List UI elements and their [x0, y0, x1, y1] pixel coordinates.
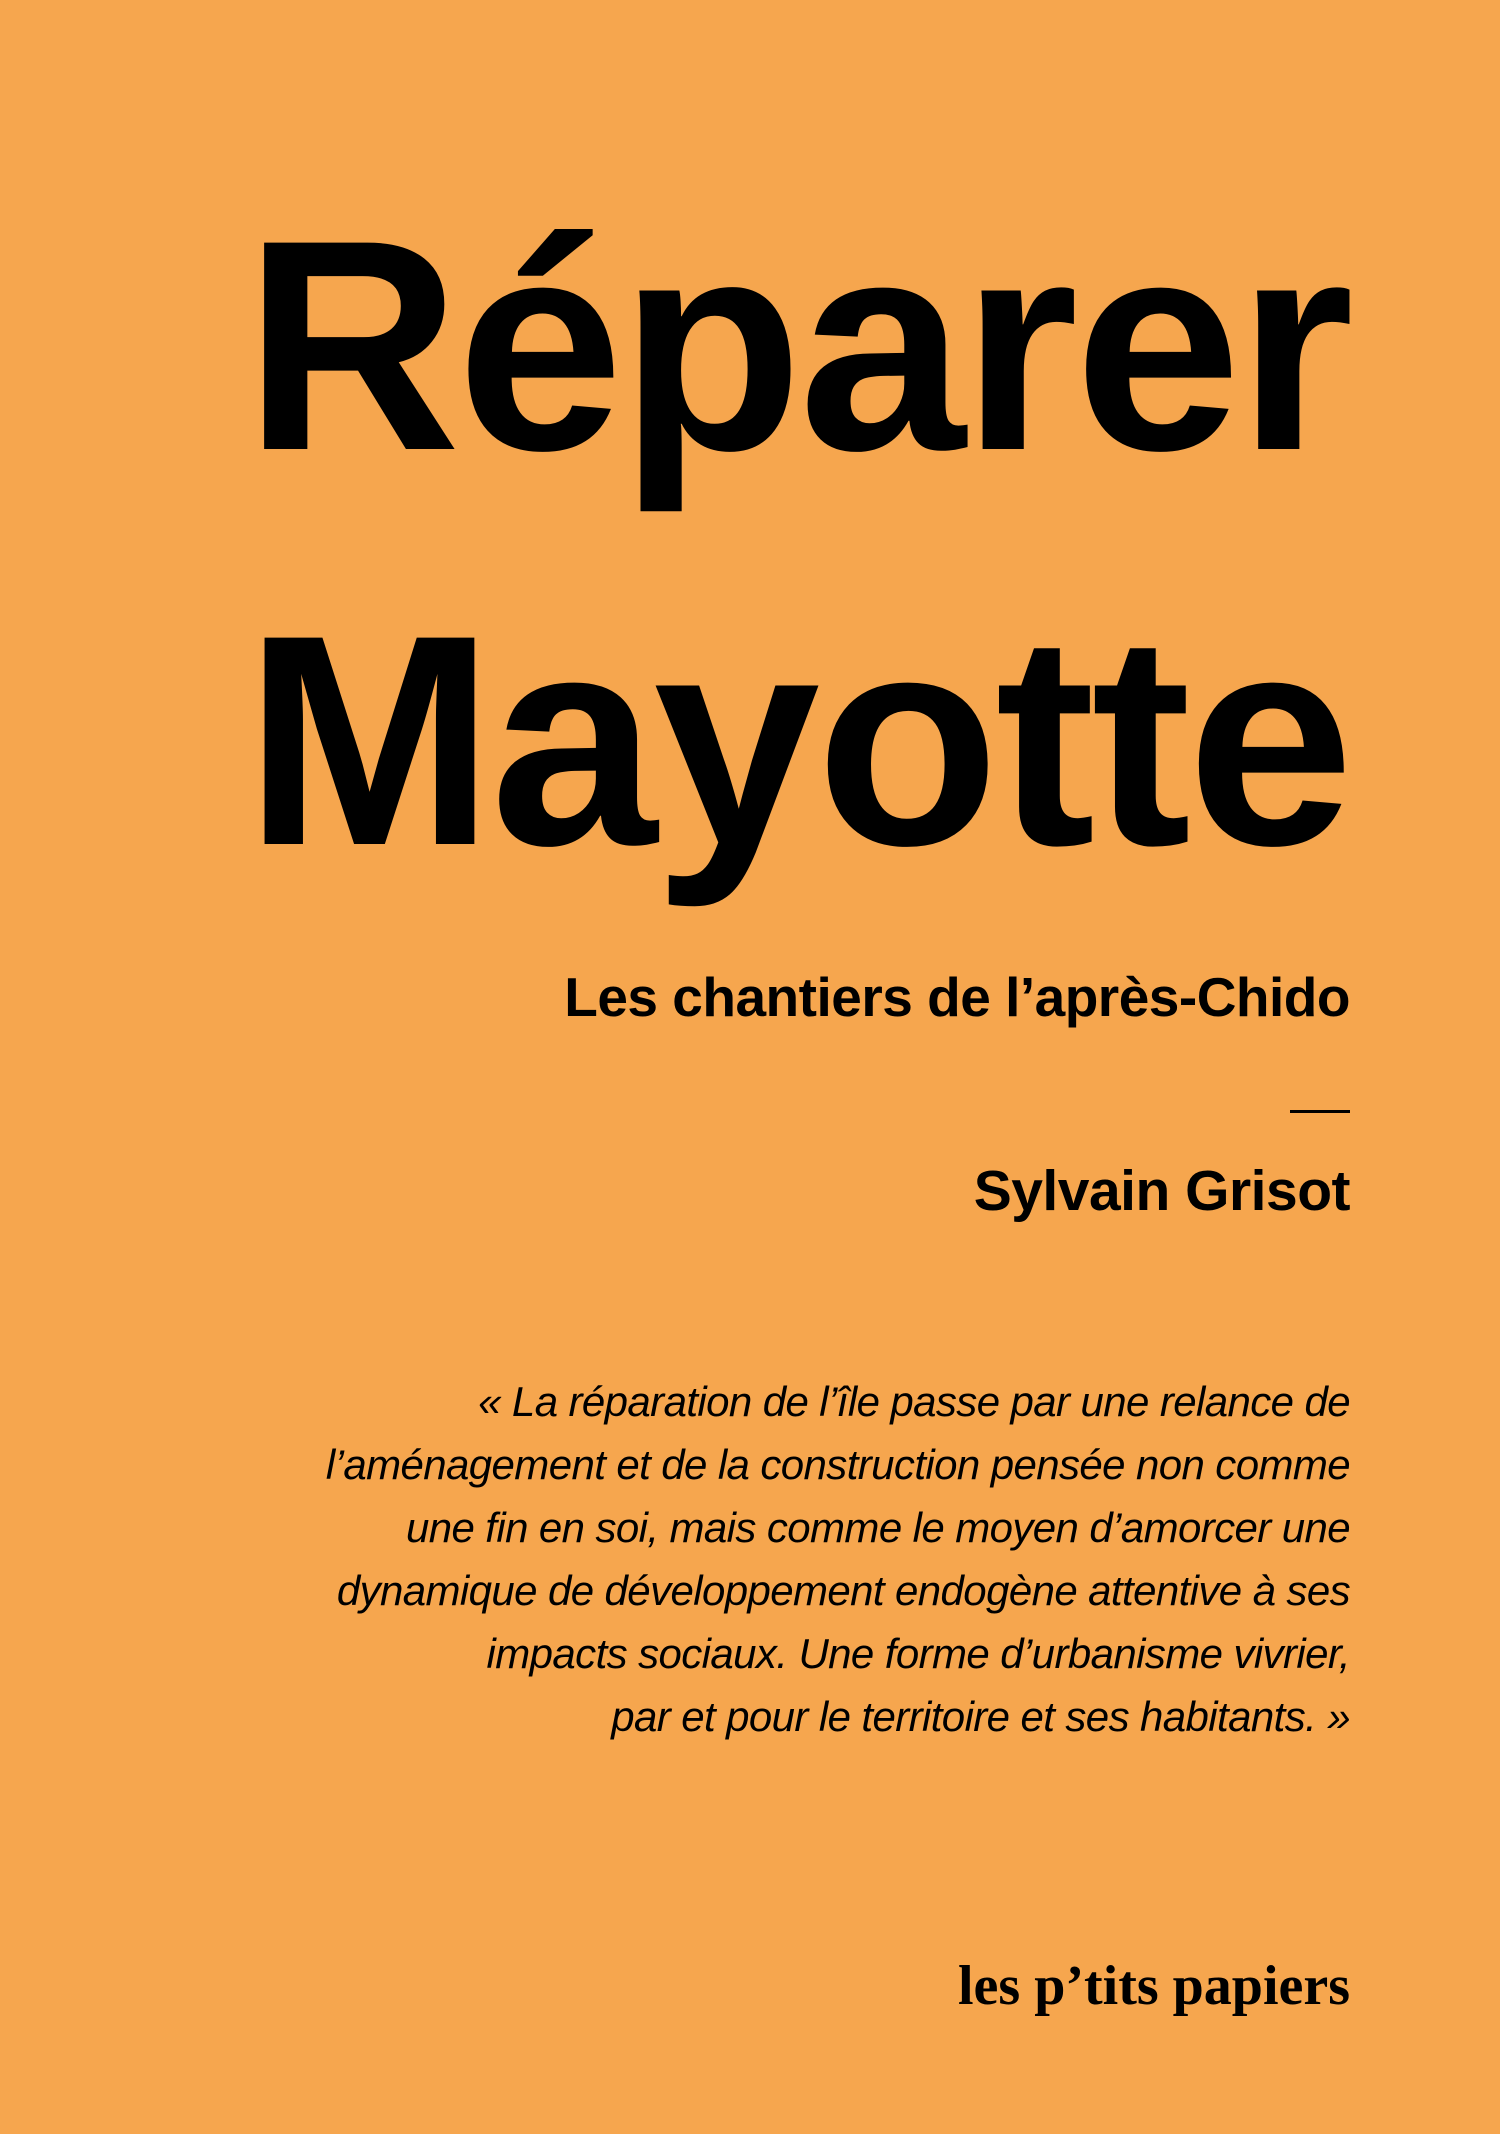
book-title-line-2: Mayotte	[244, 572, 1350, 908]
publisher-name: les p’tits papiers	[958, 1955, 1350, 2017]
quote-line: par et pour le territoire et ses habitants. »	[611, 1693, 1350, 1740]
quote-line: impacts sociaux. Une forme d’urbanisme vivrier,	[486, 1630, 1350, 1677]
book-subtitle: Les chantiers de l’après-Chido	[564, 966, 1350, 1028]
back-cover-quote	[326, 1370, 1350, 1748]
quote-line: « La réparation de l’île passe par une relance de	[478, 1378, 1350, 1425]
book-title-line-1: Réparer	[244, 177, 1350, 513]
author-name: Sylvain Grisot	[973, 1159, 1350, 1223]
quote-line: l’aménagement et de la construction pensée non comme	[325, 1441, 1350, 1488]
quote-line: une fin en soi, mais comme le moyen d’amorcer une	[405, 1504, 1350, 1551]
quote-line: dynamique de développement endogène attentive à ses	[336, 1567, 1350, 1614]
separator-dash	[1290, 1110, 1350, 1113]
